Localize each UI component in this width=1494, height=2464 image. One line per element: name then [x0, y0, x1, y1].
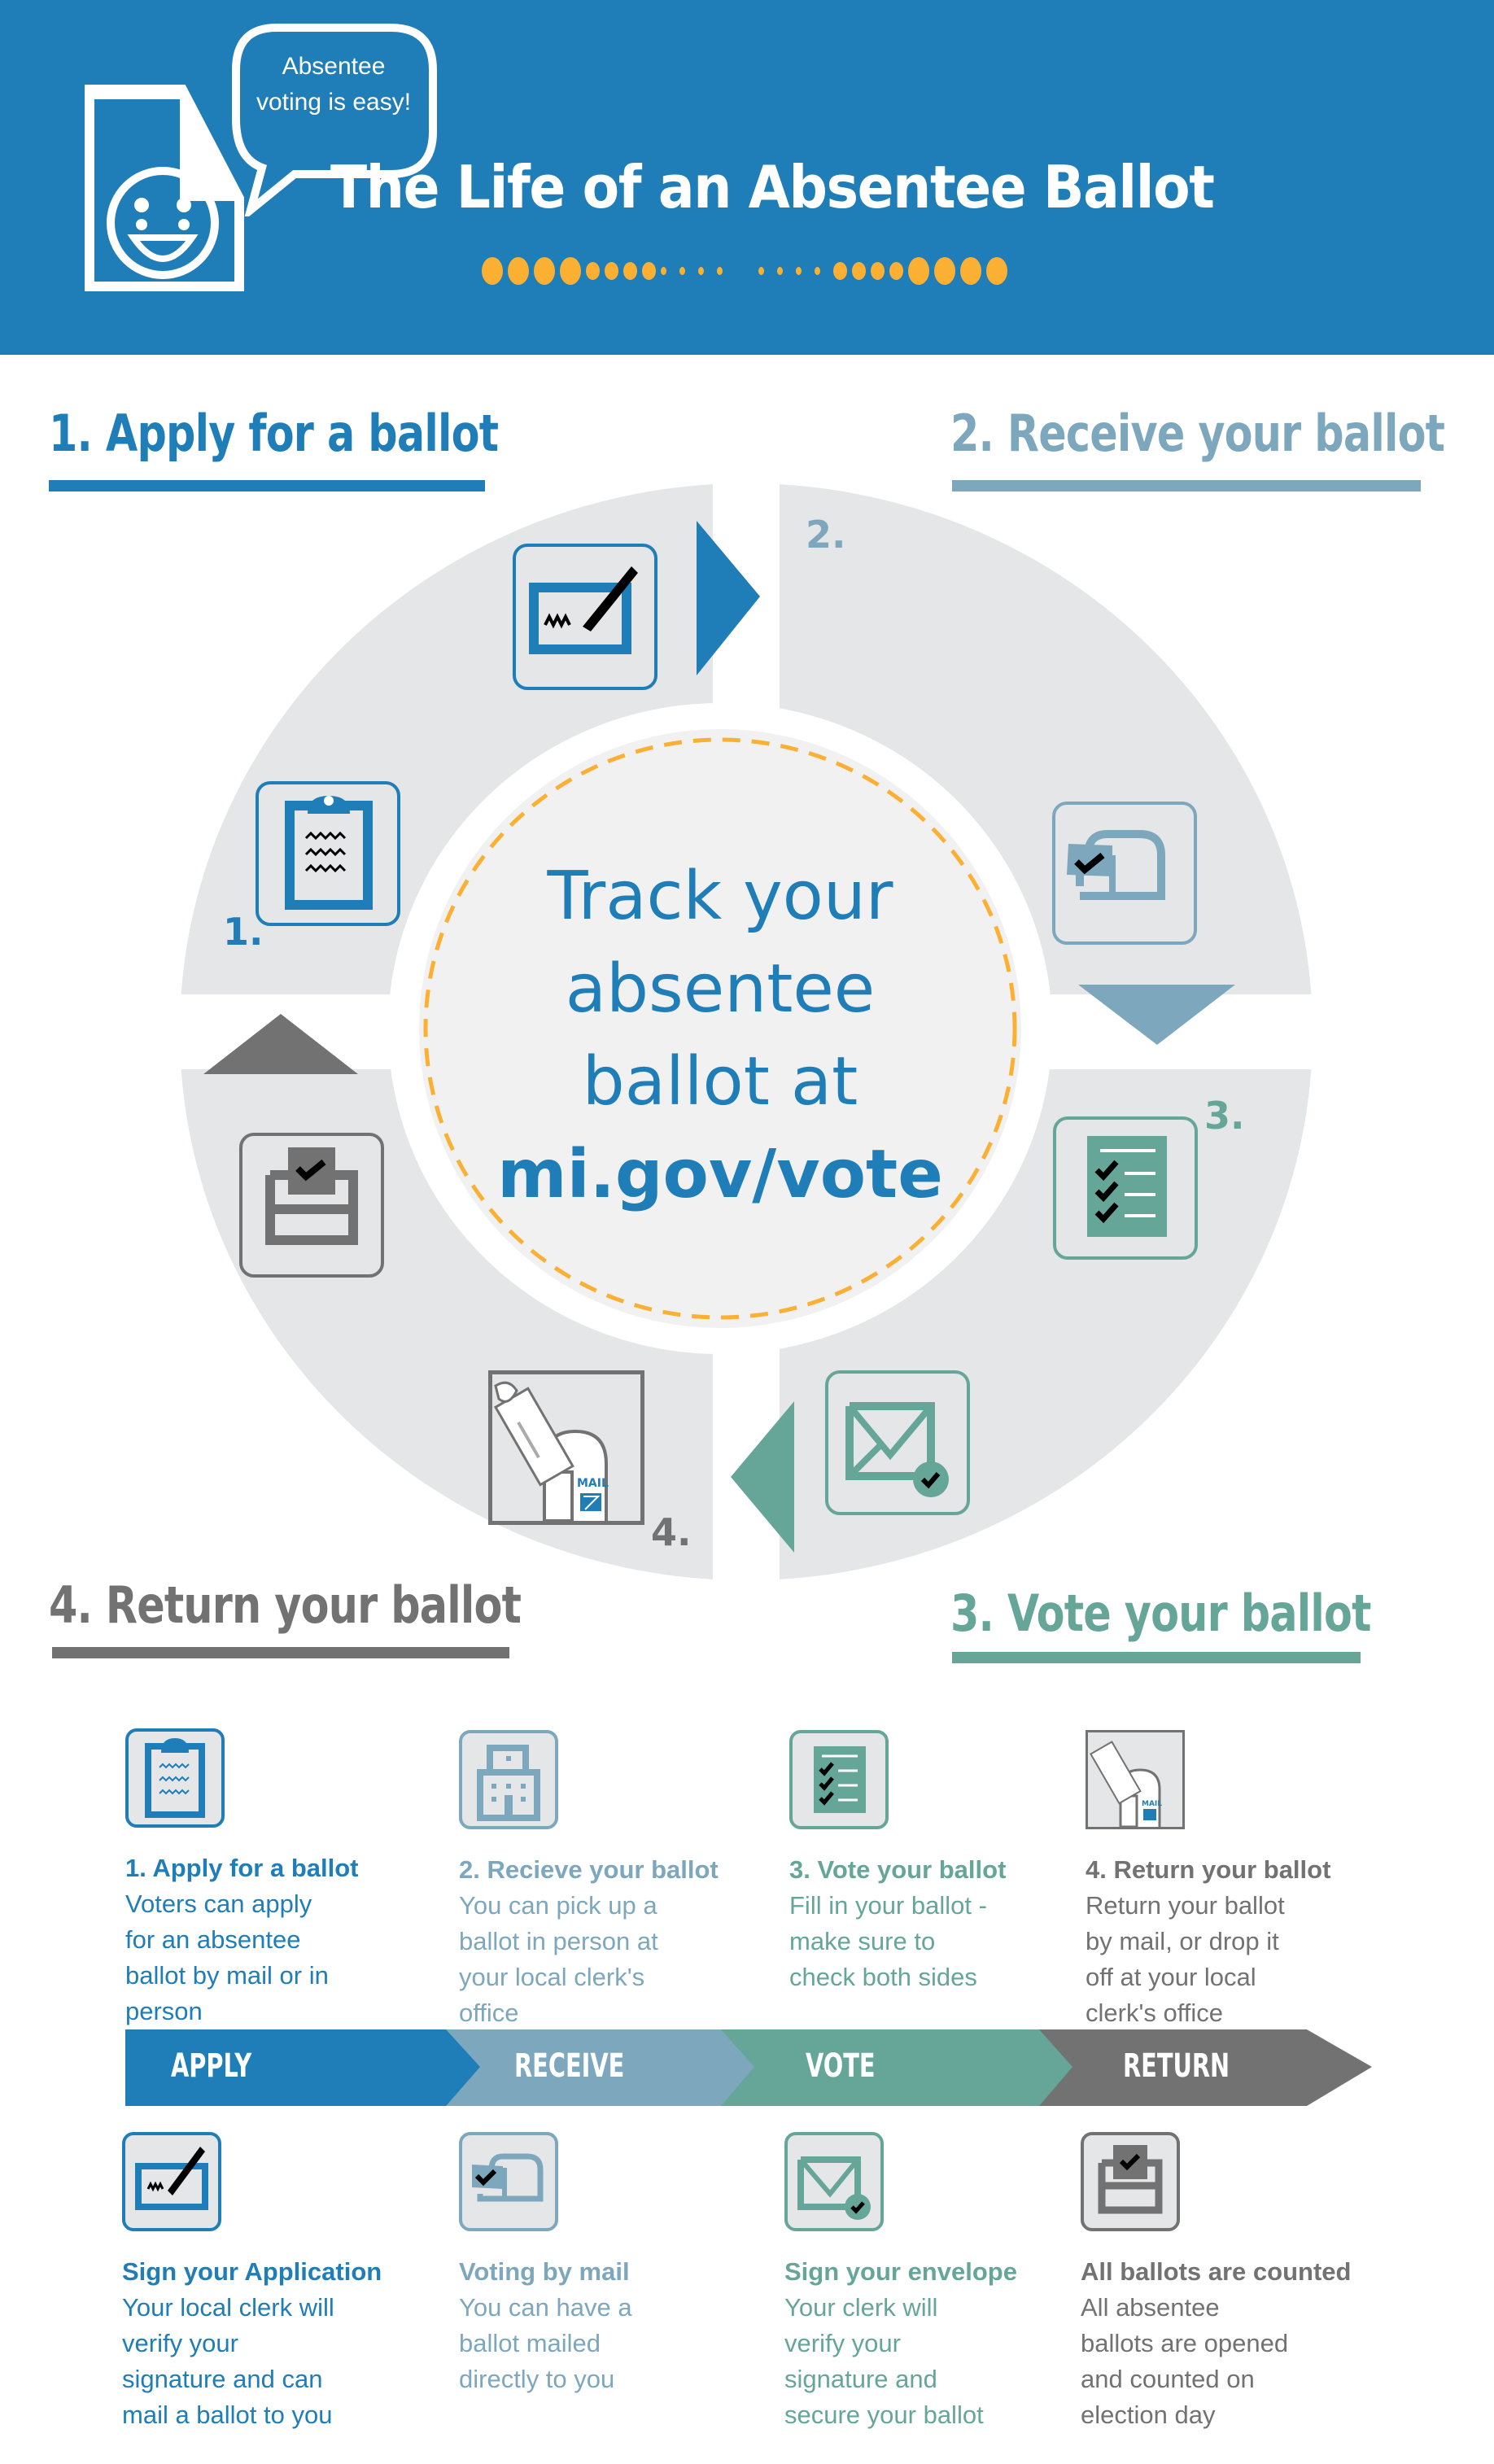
step-description: Fill in your ballot - make sure to check both sides: [789, 1891, 987, 1991]
ring-number-2: 2.: [806, 513, 846, 557]
step-title: 1. Apply for a ballot: [125, 1854, 359, 1882]
speech-bubble-line-2: voting is easy!: [256, 89, 412, 116]
step-return-bottom: [1081, 2132, 1390, 2433]
step-title: 2. Recieve your ballot: [459, 1855, 719, 1884]
step-description: Your clerk will verify your signature and secure your ballot: [784, 2293, 984, 2429]
heading-vote: 3. Vote your ballot: [950, 1584, 1371, 1643]
band-label-return: RETURN: [1123, 2047, 1230, 2085]
step-description: You can have a ballot mailed directly to you: [459, 2293, 632, 2393]
ring-number-3: 3.: [1204, 1094, 1245, 1138]
step-title: 4. Return your ballot: [1086, 1855, 1331, 1884]
track-ballot-link[interactable]: mi.gov/vote: [497, 1136, 943, 1213]
step-title: Voting by mail: [459, 2257, 630, 2286]
center-line-2: absentee: [565, 950, 876, 1028]
step-title: 3. Vote your ballot: [789, 1855, 1007, 1884]
heading-return: 4. Return your ballot: [49, 1575, 522, 1635]
page-title: The Life of an Absentee Ballot: [330, 153, 1214, 221]
envelope-check-icon: [784, 2132, 884, 2231]
band-label-apply: APPLY: [171, 2047, 252, 2085]
step-title: All ballots are counted: [1081, 2257, 1352, 2286]
mailbox-ballot-icon: [459, 2132, 558, 2231]
signature-pen-icon: [122, 2132, 221, 2231]
step-vote-bottom: [784, 2132, 1094, 2433]
svg-text:MAIL: MAIL: [1142, 1800, 1163, 1808]
step-title: Sign your envelope: [784, 2257, 1017, 2286]
step-description: Return your ballot by mail, or drop it off at your local clerk's office: [1086, 1891, 1285, 2027]
center-line-3: ballot at: [582, 1043, 858, 1121]
step-description: Voters can apply for an absentee ballot by mail or in person: [125, 1890, 329, 2025]
band-vote: [720, 2029, 1072, 2106]
svg-text:MAIL: MAIL: [577, 1477, 609, 1490]
step-description: You can pick up a ballot in person at your local clerk's office: [459, 1891, 658, 2027]
step-description: Your local clerk will verify your signature and can mail a ballot to you: [122, 2293, 334, 2429]
band-label-receive: RECEIVE: [514, 2047, 625, 2085]
step-apply-bottom: [122, 2132, 431, 2433]
heading-apply: 1. Apply for a ballot: [49, 404, 499, 463]
ballot-box-icon: [1081, 2132, 1180, 2231]
band-label-vote: VOTE: [806, 2047, 876, 2085]
center-line-1: Track your: [547, 858, 893, 935]
step-receive-bottom: [459, 2132, 768, 2397]
ring-number-1: 1.: [223, 910, 264, 954]
step-description: All absentee ballots are opened and counted on election day: [1081, 2293, 1289, 2429]
heading-receive: 2. Receive your ballot: [950, 404, 1445, 463]
speech-bubble-line-1: Absentee: [282, 53, 386, 80]
ring-number-4: 4.: [651, 1510, 692, 1554]
step-title: Sign your Application: [122, 2257, 382, 2286]
